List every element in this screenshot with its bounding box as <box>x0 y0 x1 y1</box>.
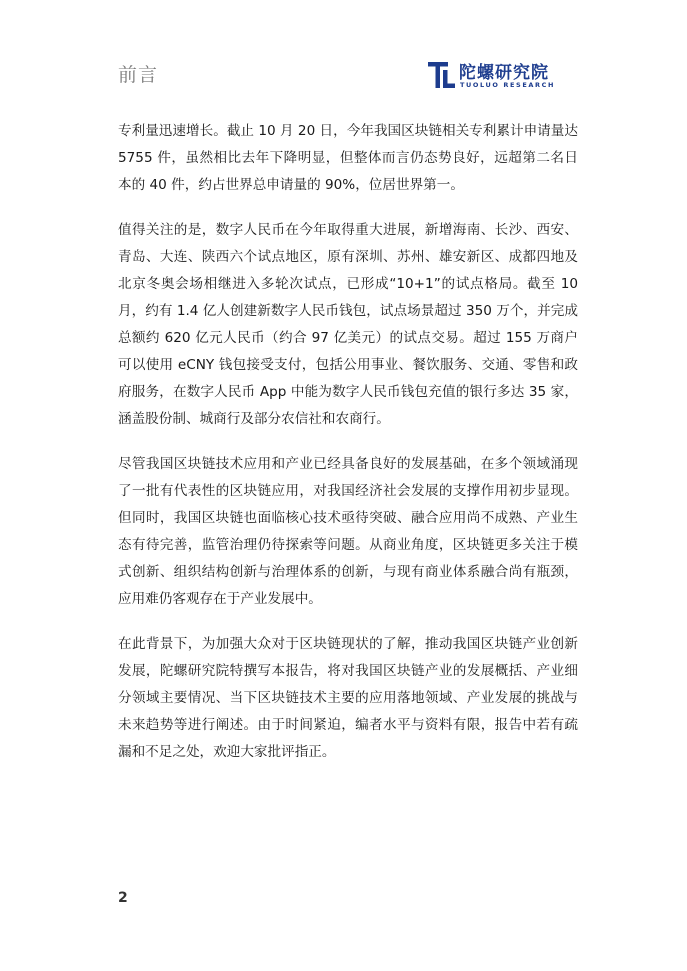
logo-name-cn: 陀螺研究院 <box>459 63 549 83</box>
page-section-title: 前言 <box>118 64 159 86</box>
tuoluo-logo-icon <box>428 60 456 90</box>
body-text <box>118 118 578 784</box>
tuoluo-research-logo <box>428 58 568 94</box>
logo-name-en: TUOLUO RESEARCH <box>460 81 556 89</box>
page-number: 2 <box>118 890 128 906</box>
paragraph: 专利量迅速增长。截止 10 月 20 日，今年我国区块链相关专利累计申请量达 5755 件，虽然相比去年下降明显，但整体而言仍态势良好，远超第二名日本的 40 件，约占世界总申请量的 90%，位居世界第一。 <box>118 123 578 193</box>
paragraph: 值得关注的是，数字人民币在今年取得重大进展，新增海南、长沙、西安、青岛、大连、陕西六个试点地区，原有深圳、苏州、雄安新区、成都四地及北京冬奥会场相继进入多轮次试点，已形成“10+1”的试点格局。截至 10 月，约有 1.4 亿人创建新数字人民币钱包，试点场景超过 350 万个，并完成总额约 620 亿元人民币（约合 97 亿美元）的试点交易。超过 155 万商户可以使用 eCNY 钱包接受支付，包括公用事业、餐饮服务、交通、零售和政府服务，在数字人民币 App 中能为数字人民币钱包充值的银行多达 35 家，涵盖股份制、城商行及部分农信社和农商行。 <box>118 222 578 427</box>
paragraph: 在此背景下，为加强大众对于区块链现状的了解，推动我国区块链产业创新发展，陀螺研究院特撰写本报告，将对我国区块链产业的发展概括、产业细分领域主要情况、当下区块链技术主要的应用落地领域、产业发展的挑战与未来趋势等进行阐述。由于时间紧迫，编者水平与资料有限，报告中若有疏漏和不足之处，欢迎大家批评指正。 <box>118 636 578 760</box>
paragraph: 尽管我国区块链技术应用和产业已经具备良好的发展基础，在多个领域涌现了一批有代表性的区块链应用，对我国经济社会发展的支撑作用初步显现。但同时，我国区块链也面临核心技术亟待突破、融合应用尚不成熟、产业生态有待完善，监管治理仍待探索等问题。从商业角度，区块链更多关注于模式创新、组织结构创新与治理体系的创新，与现有商业体系融合尚有瓶颈，应用难仍客观存在于产业发展中。 <box>118 456 578 607</box>
